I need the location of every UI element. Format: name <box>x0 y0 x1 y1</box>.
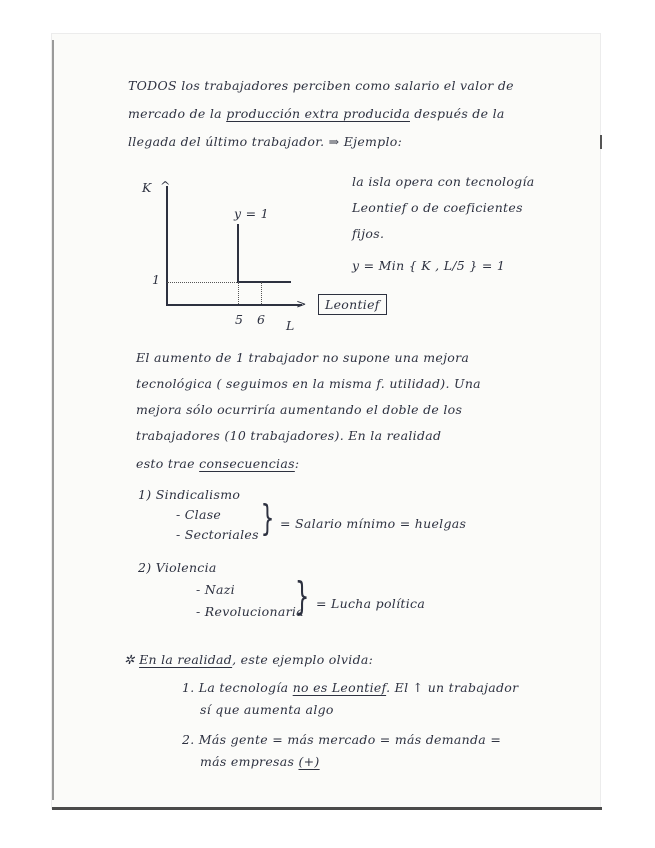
item-1-sub-2: - Sectoriales <box>176 527 259 542</box>
dotted-guide-h <box>167 282 237 283</box>
para-line-5-end: : <box>294 456 300 471</box>
point-1-end: . El ↑ un trabajador <box>386 680 519 695</box>
reality-heading-end: , este ejemplo olvida: <box>232 652 374 667</box>
para-line-1: El aumento de 1 trabajador no supone una mejora <box>136 350 470 365</box>
x-tick-6: 6 <box>257 312 266 327</box>
item-2-sub-2: - Revolucionaria <box>196 604 304 619</box>
page-right-mark <box>600 135 602 149</box>
leontief-box: Leontief <box>318 294 387 315</box>
point-1-line-1 <box>182 680 518 695</box>
item-1-title: Sindicalismo <box>155 487 241 502</box>
item-1-number: 1) <box>138 487 152 502</box>
point-1-line-2: sí que aumenta algo <box>200 702 334 717</box>
x-axis-arrow-icon: > <box>296 296 307 311</box>
plus-underlined: (+) <box>298 754 320 769</box>
l-axis-label: L <box>286 318 295 333</box>
item-2-title: Violencia <box>155 560 217 575</box>
curly-brace-icon: } <box>260 498 275 539</box>
para-line-5 <box>136 456 299 471</box>
k-axis-label: K <box>142 180 152 195</box>
item-2-number: 2) <box>138 560 152 575</box>
isoquant-horizontal <box>237 281 291 283</box>
item-1-heading <box>138 487 240 502</box>
consecuencias-underlined: consecuencias <box>199 456 295 471</box>
x-tick-5: 5 <box>235 312 244 327</box>
para-line-3: mejora sólo ocurriría aumentando el doble de los <box>136 402 463 417</box>
island-line-3: fijos. <box>352 226 385 241</box>
intro-line-2 <box>128 106 505 121</box>
item-2-sub-1: - Nazi <box>196 582 235 597</box>
x-axis <box>166 304 302 306</box>
para-line-4: trabajadores (10 trabajadores). En la realidad <box>136 428 442 443</box>
curly-brace-icon: } <box>294 574 310 618</box>
dotted-guide-5 <box>238 282 239 304</box>
point-2-start: más empresas <box>200 754 299 769</box>
no-leontief-underlined: no es Leontief <box>292 680 387 695</box>
intro-line-1: TODOS los trabajadores perciben como salario el valor de <box>128 78 514 93</box>
point-2-line-1: 2. Más gente = más mercado = más demanda = <box>182 732 502 747</box>
item-1-sub-1: - Clase <box>176 507 222 522</box>
reality-heading <box>124 652 373 667</box>
y-tick-label: 1 <box>152 272 161 287</box>
item-1-result: = Salario mínimo = huelgas <box>280 516 467 531</box>
intro-line-2-start: mercado de la <box>128 106 227 121</box>
asterisk-icon: ✲ <box>124 652 135 667</box>
intro-line-3: llegada del último trabajador. ⇒ Ejemplo: <box>128 134 403 149</box>
isoquant-vertical <box>237 224 239 282</box>
dotted-guide-6 <box>261 282 262 304</box>
y-axis-arrow-icon: ^ <box>160 178 171 193</box>
island-line-2: Leontief o de coeficientes <box>352 200 523 215</box>
island-line-1: la isla opera con tecnología <box>352 174 535 189</box>
point-1-start: 1. La tecnología <box>182 680 293 695</box>
page-left-edge <box>52 40 54 800</box>
point-2-line-2 <box>200 754 320 769</box>
page-bottom-edge <box>52 807 602 810</box>
item-2-result: = Lucha política <box>316 596 426 611</box>
para-line-5-start: esto trae <box>136 456 200 471</box>
para-line-2: tecnológica ( seguimos en la misma f. utilidad). Una <box>136 376 481 391</box>
isoquant-label: y = 1 <box>234 206 269 221</box>
reality-underlined: En la realidad <box>139 652 233 667</box>
y-axis <box>166 186 168 304</box>
intro-line-2-end: después de la <box>409 106 505 121</box>
production-function: y = Min { K , L/5 } = 1 <box>352 258 506 273</box>
intro-underlined-phrase: producción extra producida <box>226 106 410 121</box>
item-2-heading <box>138 560 217 575</box>
